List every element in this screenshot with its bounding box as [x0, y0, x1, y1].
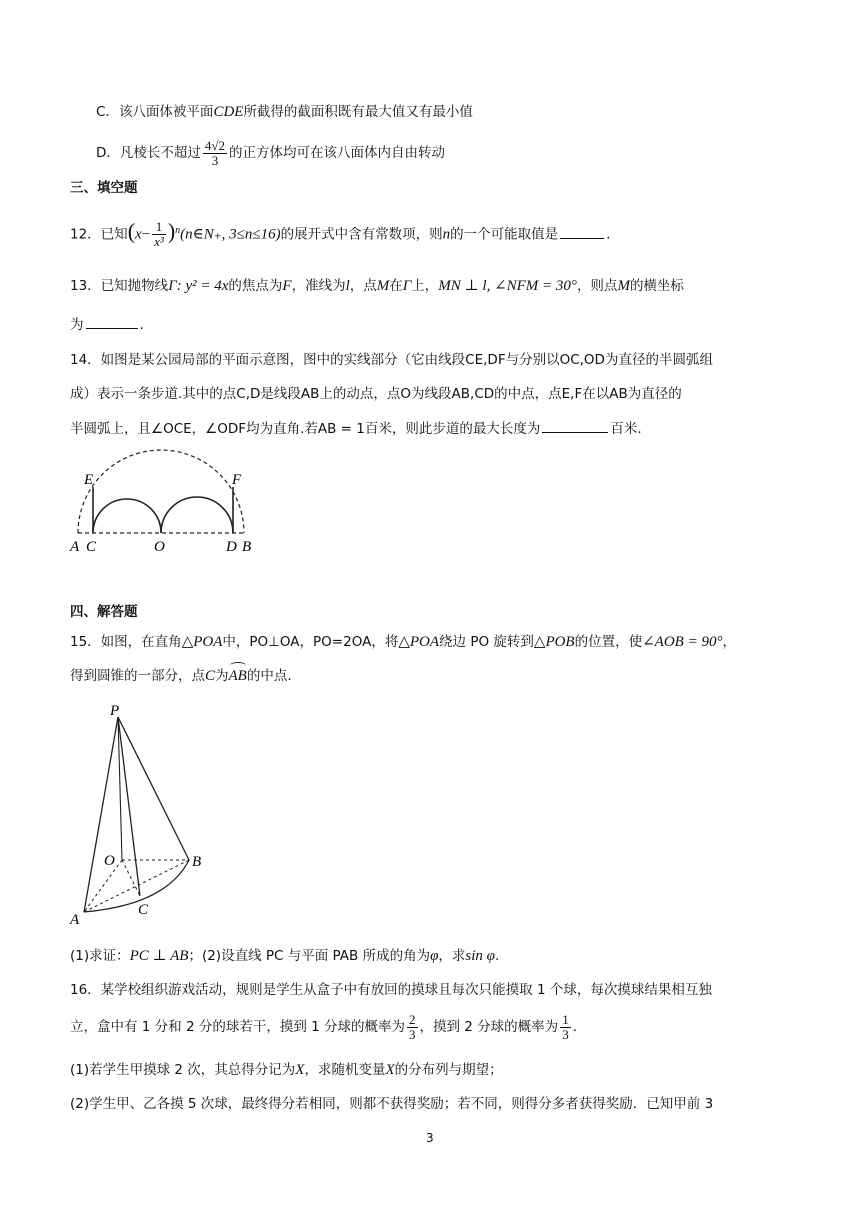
fraction: $\frac{1}{\text{x³}}$: [154, 219, 164, 249]
label-a: A: [70, 912, 80, 928]
question-text: 在: [389, 278, 403, 294]
question-text: 的分布列与期望；: [394, 1062, 503, 1078]
math-var: X: [295, 1062, 305, 1078]
option-label: C．: [96, 104, 119, 120]
math-var: Γ: [402, 278, 412, 294]
question-text: 为: [215, 668, 229, 684]
question-12: [70, 216, 610, 250]
math-var: φ: [430, 948, 439, 964]
option-label: D．: [96, 145, 120, 161]
math-triangle: △POA: [398, 634, 440, 650]
math-var: F: [282, 278, 292, 294]
paren: ): [167, 218, 176, 244]
math-arc: AB: [228, 668, 247, 684]
math-angle: ∠AOB = 90°: [642, 634, 723, 650]
exponent: n: [175, 225, 181, 236]
question-number: 13．: [70, 278, 101, 294]
question-15-subparts: [70, 946, 499, 966]
edge-oa: [84, 860, 122, 912]
question-15-line2: [70, 666, 292, 686]
question-13-cont: [70, 314, 144, 335]
question-text: ，摸到 2 分球的概率为: [419, 1019, 559, 1035]
edge-pc: [118, 717, 140, 896]
option-d: [96, 138, 445, 168]
math-condition: (n∈N₊, 3≤n≤16): [180, 226, 281, 243]
option-text: 该八面体被平面: [118, 104, 214, 120]
math-var: X: [385, 1062, 395, 1078]
question-16-line1: 16．某学校组织游戏活动，规则是学生从盒子中有放回的摸球且每次只能摸取 1 个球，每次摸球结果相互独: [70, 982, 712, 998]
question-14-line3: [70, 418, 642, 439]
question-text: 绕边 PO 旋转到: [439, 634, 534, 650]
question-16-line2: [70, 1012, 577, 1042]
question-text: ，点: [349, 278, 377, 294]
edge-pa: [84, 717, 118, 912]
question-text: ，求: [438, 948, 466, 964]
answer-blank[interactable]: [560, 224, 604, 239]
question-text: ，求随机变量: [304, 1062, 386, 1078]
punct: .: [494, 948, 500, 964]
question-text: 得到圆锥的一部分，点: [70, 668, 205, 684]
edge-pb: [118, 717, 189, 860]
question-text: 的展开式中含有常数项，则: [280, 226, 443, 243]
paren: (: [127, 218, 136, 244]
fraction: $\frac{1}{3}$: [562, 1011, 569, 1042]
fraction: $\frac{2}{3}$: [409, 1011, 416, 1042]
label-e: E: [84, 472, 94, 488]
label-o: O: [154, 539, 165, 555]
punct: .: [572, 1019, 577, 1035]
math-parabola: Γ: y² = 4x: [168, 278, 229, 294]
question-text: 15．如图，在直角: [70, 634, 182, 650]
math-op: −: [141, 226, 151, 243]
question-text: ，则点: [576, 278, 618, 294]
question-text: ，准线为: [291, 278, 346, 294]
question-text: 为: [70, 317, 84, 333]
math-var: M: [617, 278, 630, 294]
question-text: 的焦点为: [228, 278, 283, 294]
question-text: 已知抛物线: [100, 278, 169, 294]
semicircle-od: [161, 497, 233, 533]
question-13: [70, 276, 684, 296]
math-expr: PC ⊥ AB: [129, 948, 189, 964]
fraction: $\frac{4√2}{3}$: [204, 137, 226, 168]
question-text: 半圆弧上，且∠OCE，∠ODF均为直角.若AB = 1百米，则此步道的最大长度为: [70, 421, 541, 437]
figure-15: [66, 700, 226, 930]
math-var: x: [135, 226, 142, 243]
question-text: 上，: [411, 278, 439, 294]
label-b: B: [192, 854, 202, 870]
question-text: 立，盒中有 1 分和 2 分的球若干，摸到 1 分球的概率为: [70, 1019, 406, 1035]
label-o: O: [104, 853, 115, 869]
punct: ，: [722, 634, 736, 650]
option-c: [96, 102, 473, 122]
question-text: 的横坐标: [629, 278, 684, 294]
page-number: 3: [426, 1131, 434, 1145]
question-text: 百米.: [610, 421, 642, 437]
answer-blank[interactable]: [542, 418, 608, 433]
option-text: 凡棱长不超过: [119, 145, 201, 161]
question-text: ；(2)设直线 PC 与平面 PAB 所成的角为: [188, 948, 431, 964]
question-text: 中，PO⊥OA，PO=2OA，将: [222, 634, 399, 650]
option-text: 的正方体均可在该八面体内自由转动: [229, 145, 446, 161]
question-16-sub2: (2)学生甲、乙各摸 5 次球，最终得分若相同，则都不获得奖励；若不同，则得分多者获得奖励．已知甲前 3: [70, 1096, 714, 1112]
label-f: F: [232, 472, 242, 488]
math-plane: CDE: [213, 104, 244, 120]
section-title: 四、解答题: [70, 604, 138, 620]
math-var: l: [345, 278, 350, 294]
question-16-sub1: [70, 1060, 503, 1080]
question-text: 的中点.: [246, 668, 292, 684]
punct: .: [606, 226, 611, 243]
semicircle-oc: [93, 499, 161, 533]
math-var: n: [442, 226, 451, 243]
question-text: 的一个可能取值是: [450, 226, 559, 243]
question-text: 的位置，使: [574, 634, 643, 650]
figure-14: [66, 446, 266, 556]
answer-blank[interactable]: [86, 314, 138, 329]
question-text: (1)若学生甲摸球 2 次，其总得分记为: [70, 1062, 296, 1078]
label-d: D: [226, 539, 237, 555]
section-title: 三、填空题: [70, 180, 138, 196]
math-var: M: [376, 278, 390, 294]
question-text: (1)求证：: [70, 948, 130, 964]
punct: .: [139, 317, 144, 333]
math-expr: sin φ: [465, 948, 495, 964]
label-p: P: [110, 703, 120, 719]
label-b: B: [242, 539, 252, 555]
math-var: C: [205, 668, 216, 684]
question-15-line1: [70, 632, 736, 652]
math-triangle: △POA: [181, 634, 223, 650]
question-14-line2: 成）表示一条步道.其中的点C,D是线段AB上的动点，点O为线段AB,CD的中点，点E,F在以AB为直径的: [70, 386, 682, 402]
question-14-line1: 14．如图是某公园局部的平面示意图，图中的实线部分（它由线段CE,DF与分别以OC,OD为直径的半圆弧组: [70, 352, 713, 368]
label-a: A: [70, 539, 80, 555]
question-number: 12．: [70, 226, 101, 243]
label-c: C: [86, 539, 97, 555]
option-text: 所截得的截面积既有最大值又有最小值: [243, 104, 473, 120]
question-text: 已知: [100, 226, 128, 243]
label-c: C: [138, 902, 149, 918]
math-condition: MN ⊥ l, ∠NFM = 30°: [438, 278, 577, 294]
math-triangle: △POB: [533, 634, 575, 650]
dashed-semicircle: [78, 450, 244, 533]
